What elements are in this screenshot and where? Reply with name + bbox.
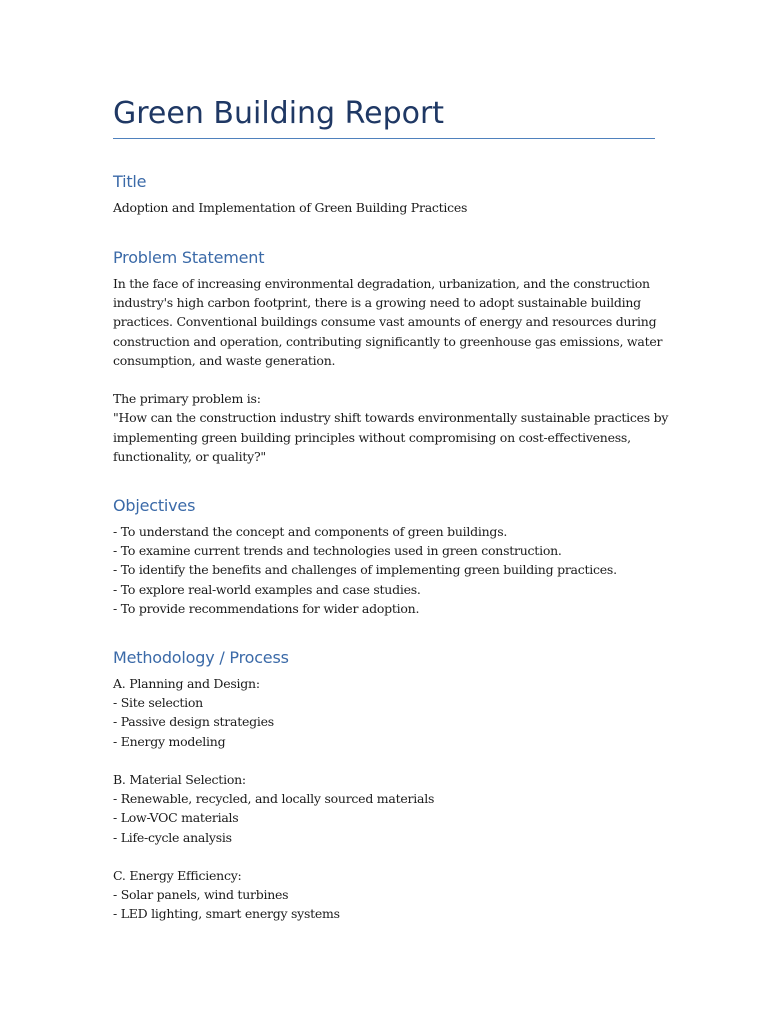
section-heading-methodology: Methodology / Process — [113, 648, 289, 667]
text-line: construction and operation, contributing significantly to greenhouse gas emissions, water — [113, 333, 663, 349]
text-line: Adoption and Implementation of Green Building Practices — [113, 200, 468, 215]
text-line: practices. Conventional buildings consume vast amounts of energy and resources during — [113, 314, 657, 330]
section-methodology — [113, 648, 655, 923]
section-body-problem-statement — [113, 268, 669, 466]
text-line: In the face of increasing environmental degradation, urbanization, and the construction — [113, 276, 650, 291]
text-line: C. Energy Efficiency: — [113, 867, 242, 883]
text-line: - To understand the concept and components of green buildings. — [113, 524, 508, 539]
blank-line — [113, 370, 655, 389]
section-objectives — [113, 496, 655, 618]
text-line: - Life-cycle analysis — [113, 829, 232, 845]
text-line: - Renewable, recycled, and locally sourced materials — [113, 791, 435, 807]
text-line: functionality, or quality?" — [113, 448, 266, 464]
section-body-objectives — [113, 516, 655, 618]
section-body-methodology — [113, 668, 655, 923]
text-line: - Passive design strategies — [113, 714, 274, 730]
text-line: industry's high carbon footprint, there is a growing need to adopt sustainable building — [113, 295, 641, 311]
text-line: - Solar panels, wind turbines — [113, 887, 289, 903]
title-underline — [113, 138, 655, 139]
section-problem-statement — [113, 248, 669, 466]
text-line: - Energy modeling — [113, 733, 226, 749]
text-line: implementing green building principles without compromising on cost-effectiveness, — [113, 429, 631, 445]
section-heading-title: Title — [113, 172, 147, 191]
text-line: consumption, and waste generation. — [113, 352, 336, 368]
section-body-title — [113, 192, 655, 217]
section-heading-problem-statement: Problem Statement — [113, 248, 265, 267]
text-line: - To provide recommendations for wider adoption. — [113, 600, 420, 616]
text-line: - To examine current trends and technologies used in green construction. — [113, 543, 562, 559]
document-title: Green Building Report — [113, 96, 445, 131]
text-line: - LED lighting, smart energy systems — [113, 906, 340, 922]
text-line: A. Planning and Design: — [113, 676, 260, 691]
blank-line — [113, 847, 655, 866]
section-title — [113, 172, 655, 217]
text-line: - Low-VOC materials — [113, 810, 239, 826]
text-line: - To explore real-world examples and case studies. — [113, 581, 421, 597]
text-line: - To identify the benefits and challenges of implementing green building practices. — [113, 562, 617, 578]
text-line: The primary problem is: — [113, 391, 261, 407]
text-line: B. Material Selection: — [113, 771, 246, 787]
blank-line — [113, 751, 655, 770]
section-heading-objectives: Objectives — [113, 496, 196, 515]
text-line: - Site selection — [113, 695, 203, 711]
text-line: "How can the construction industry shift towards environmentally sustainable practices by — [113, 410, 669, 426]
